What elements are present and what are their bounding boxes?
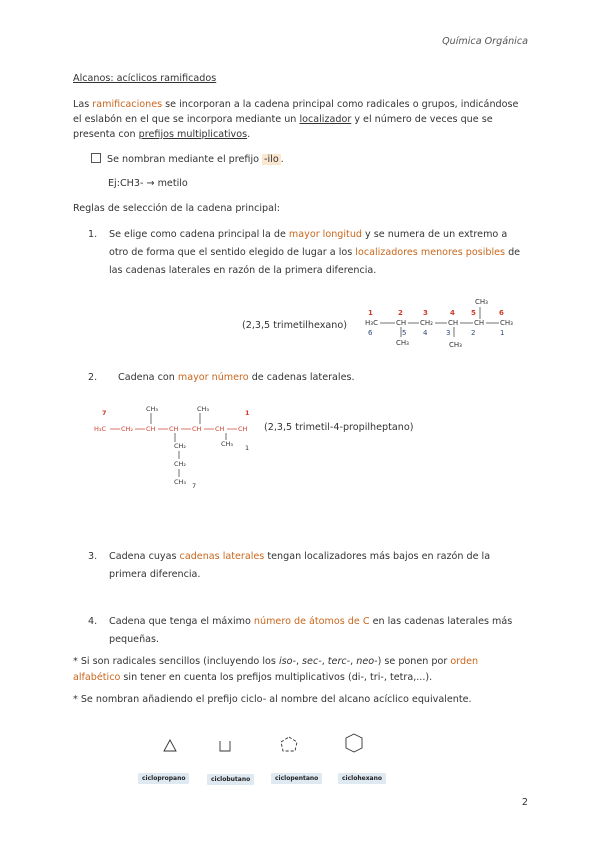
chain-atom-6: CH xyxy=(215,425,225,433)
propyl-ch2-b: CH₂ xyxy=(174,460,187,468)
substituent-up: CH₃ xyxy=(475,298,488,306)
locant-bottom-7: 7 xyxy=(192,482,197,490)
substituent-down-b: CH₃ xyxy=(449,341,462,349)
checkbox[interactable] xyxy=(91,153,101,163)
locant-top-3: 3 xyxy=(423,309,428,317)
checklist-item: Se nombran mediante el prefijo -ilo . xyxy=(91,153,284,165)
locant-top-6: 6 xyxy=(499,309,504,317)
rule-2: 2. Cadena con mayor número de cadenas laterales. xyxy=(88,372,355,383)
substituent-up-b: CH₃ xyxy=(197,405,210,413)
structure-1-trimetilhexano xyxy=(360,292,530,352)
term-prefijos: prefijos multiplicativos xyxy=(138,129,248,140)
note-alphabetical: * Si son radicales sencillos (incluyendo los iso-, sec-, terc-, neo-) se ponen por orden alfabético sin tener en cuenta los prefijos multiplicativos (di-, tri-, tetra,...). xyxy=(73,656,479,683)
caption-ciclohexano: ciclohexano xyxy=(338,773,386,784)
page-number: 2 xyxy=(521,797,528,808)
locant-left-7: 7 xyxy=(102,409,107,417)
cyclohexane-icon xyxy=(346,734,362,752)
propyl-ch3: CH₃ xyxy=(174,478,187,486)
structure-2-trimetil-propilheptano xyxy=(90,400,265,495)
rules-title: Reglas de selección de la cadena principal: xyxy=(73,203,280,214)
locant-top-4: 4 xyxy=(450,309,455,317)
locant-bottom-6: 6 xyxy=(368,329,373,337)
cyclopentane-icon xyxy=(281,737,297,751)
term-ramificaciones: ramificaciones xyxy=(92,99,163,110)
document-header: Química Orgánica xyxy=(442,36,528,47)
rule-3: 3. Cadena cuyas cadenas laterales tengan localizadores más bajos en razón de la primera diferencia. xyxy=(88,551,491,580)
rule-1: 1. Se elige como cadena principal la de mayor longitud y se numera de un extremo a otro de forma que el sentido elegido de lugar a los localizadores menores posibles de las cadenas laterales en razón de la primera diferencia. xyxy=(88,229,521,276)
substituent-up-a: CH₃ xyxy=(146,405,159,413)
atom-3: CH₂ xyxy=(420,319,433,327)
chain-atom-2: CH₂ xyxy=(121,425,134,433)
caption-ciclobutano: ciclobutano xyxy=(207,774,254,785)
substituent-down-right: CH₃ xyxy=(221,440,234,448)
chain-atom-7: CH xyxy=(238,425,248,433)
atom-2: CH xyxy=(396,319,407,327)
note-ciclo: * Se nombran añadiendo el prefijo ciclo- al nombre del alcano acíclico equivalente. xyxy=(73,694,472,705)
propyl-ch2-a: CH₂ xyxy=(174,442,187,450)
intro-paragraph: Las ramificaciones se incorporan a la cadena principal como radicales o grupos, indicándose el eslabón en el que se incorpora mediante un localizador y el número de veces que se presenta con prefijos multiplicativos. xyxy=(73,99,519,140)
atom-4: CH xyxy=(448,319,459,327)
locant-top-1: 1 xyxy=(368,309,373,317)
term-localizador: localizador xyxy=(299,114,352,125)
structure-1-name: (2,3,5 trimetilhexano) xyxy=(242,320,347,331)
chain-atom-5: CH xyxy=(192,425,202,433)
locant-bottom-2: 2 xyxy=(471,329,476,337)
atom-1: H₃C xyxy=(365,319,378,327)
caption-ciclopropano: ciclopropano xyxy=(138,773,189,784)
chain-atom-3: CH xyxy=(146,425,156,433)
caption-ciclopentano: ciclopentano xyxy=(271,773,322,784)
locant-right-bottom-1: 1 xyxy=(245,444,250,452)
locant-bottom-5: 5 xyxy=(402,329,407,337)
locant-bottom-1: 1 xyxy=(500,329,505,337)
chain-atom-4: CH xyxy=(169,425,179,433)
section-title: Alcanos: acíclicos ramificados xyxy=(73,73,217,84)
structure-2-name: (2,3,5 trimetil-4-propilheptano) xyxy=(264,422,414,433)
rule-4: 4. Cadena que tenga el máximo número de átomos de C en las cadenas laterales más pequeñas. xyxy=(88,616,513,645)
cycloalkane-shapes xyxy=(150,732,390,760)
atom-6: CH₃ xyxy=(500,319,513,327)
atom-5: CH xyxy=(474,319,485,327)
locant-bottom-3: 3 xyxy=(446,329,451,337)
locant-right-1: 1 xyxy=(245,409,250,417)
substituent-down-a: CH₃ xyxy=(396,339,409,347)
example-text: Ej:CH3- → metilo xyxy=(108,178,188,189)
cyclobutane-icon xyxy=(220,741,230,751)
suffix-highlight: -ilo xyxy=(264,154,279,165)
locant-top-5: 5 xyxy=(471,309,476,317)
locant-bottom-4: 4 xyxy=(423,329,428,337)
cyclopropane-icon xyxy=(164,740,176,751)
locant-top-2: 2 xyxy=(398,309,403,317)
chain-atom-1: H₃C xyxy=(94,425,107,433)
